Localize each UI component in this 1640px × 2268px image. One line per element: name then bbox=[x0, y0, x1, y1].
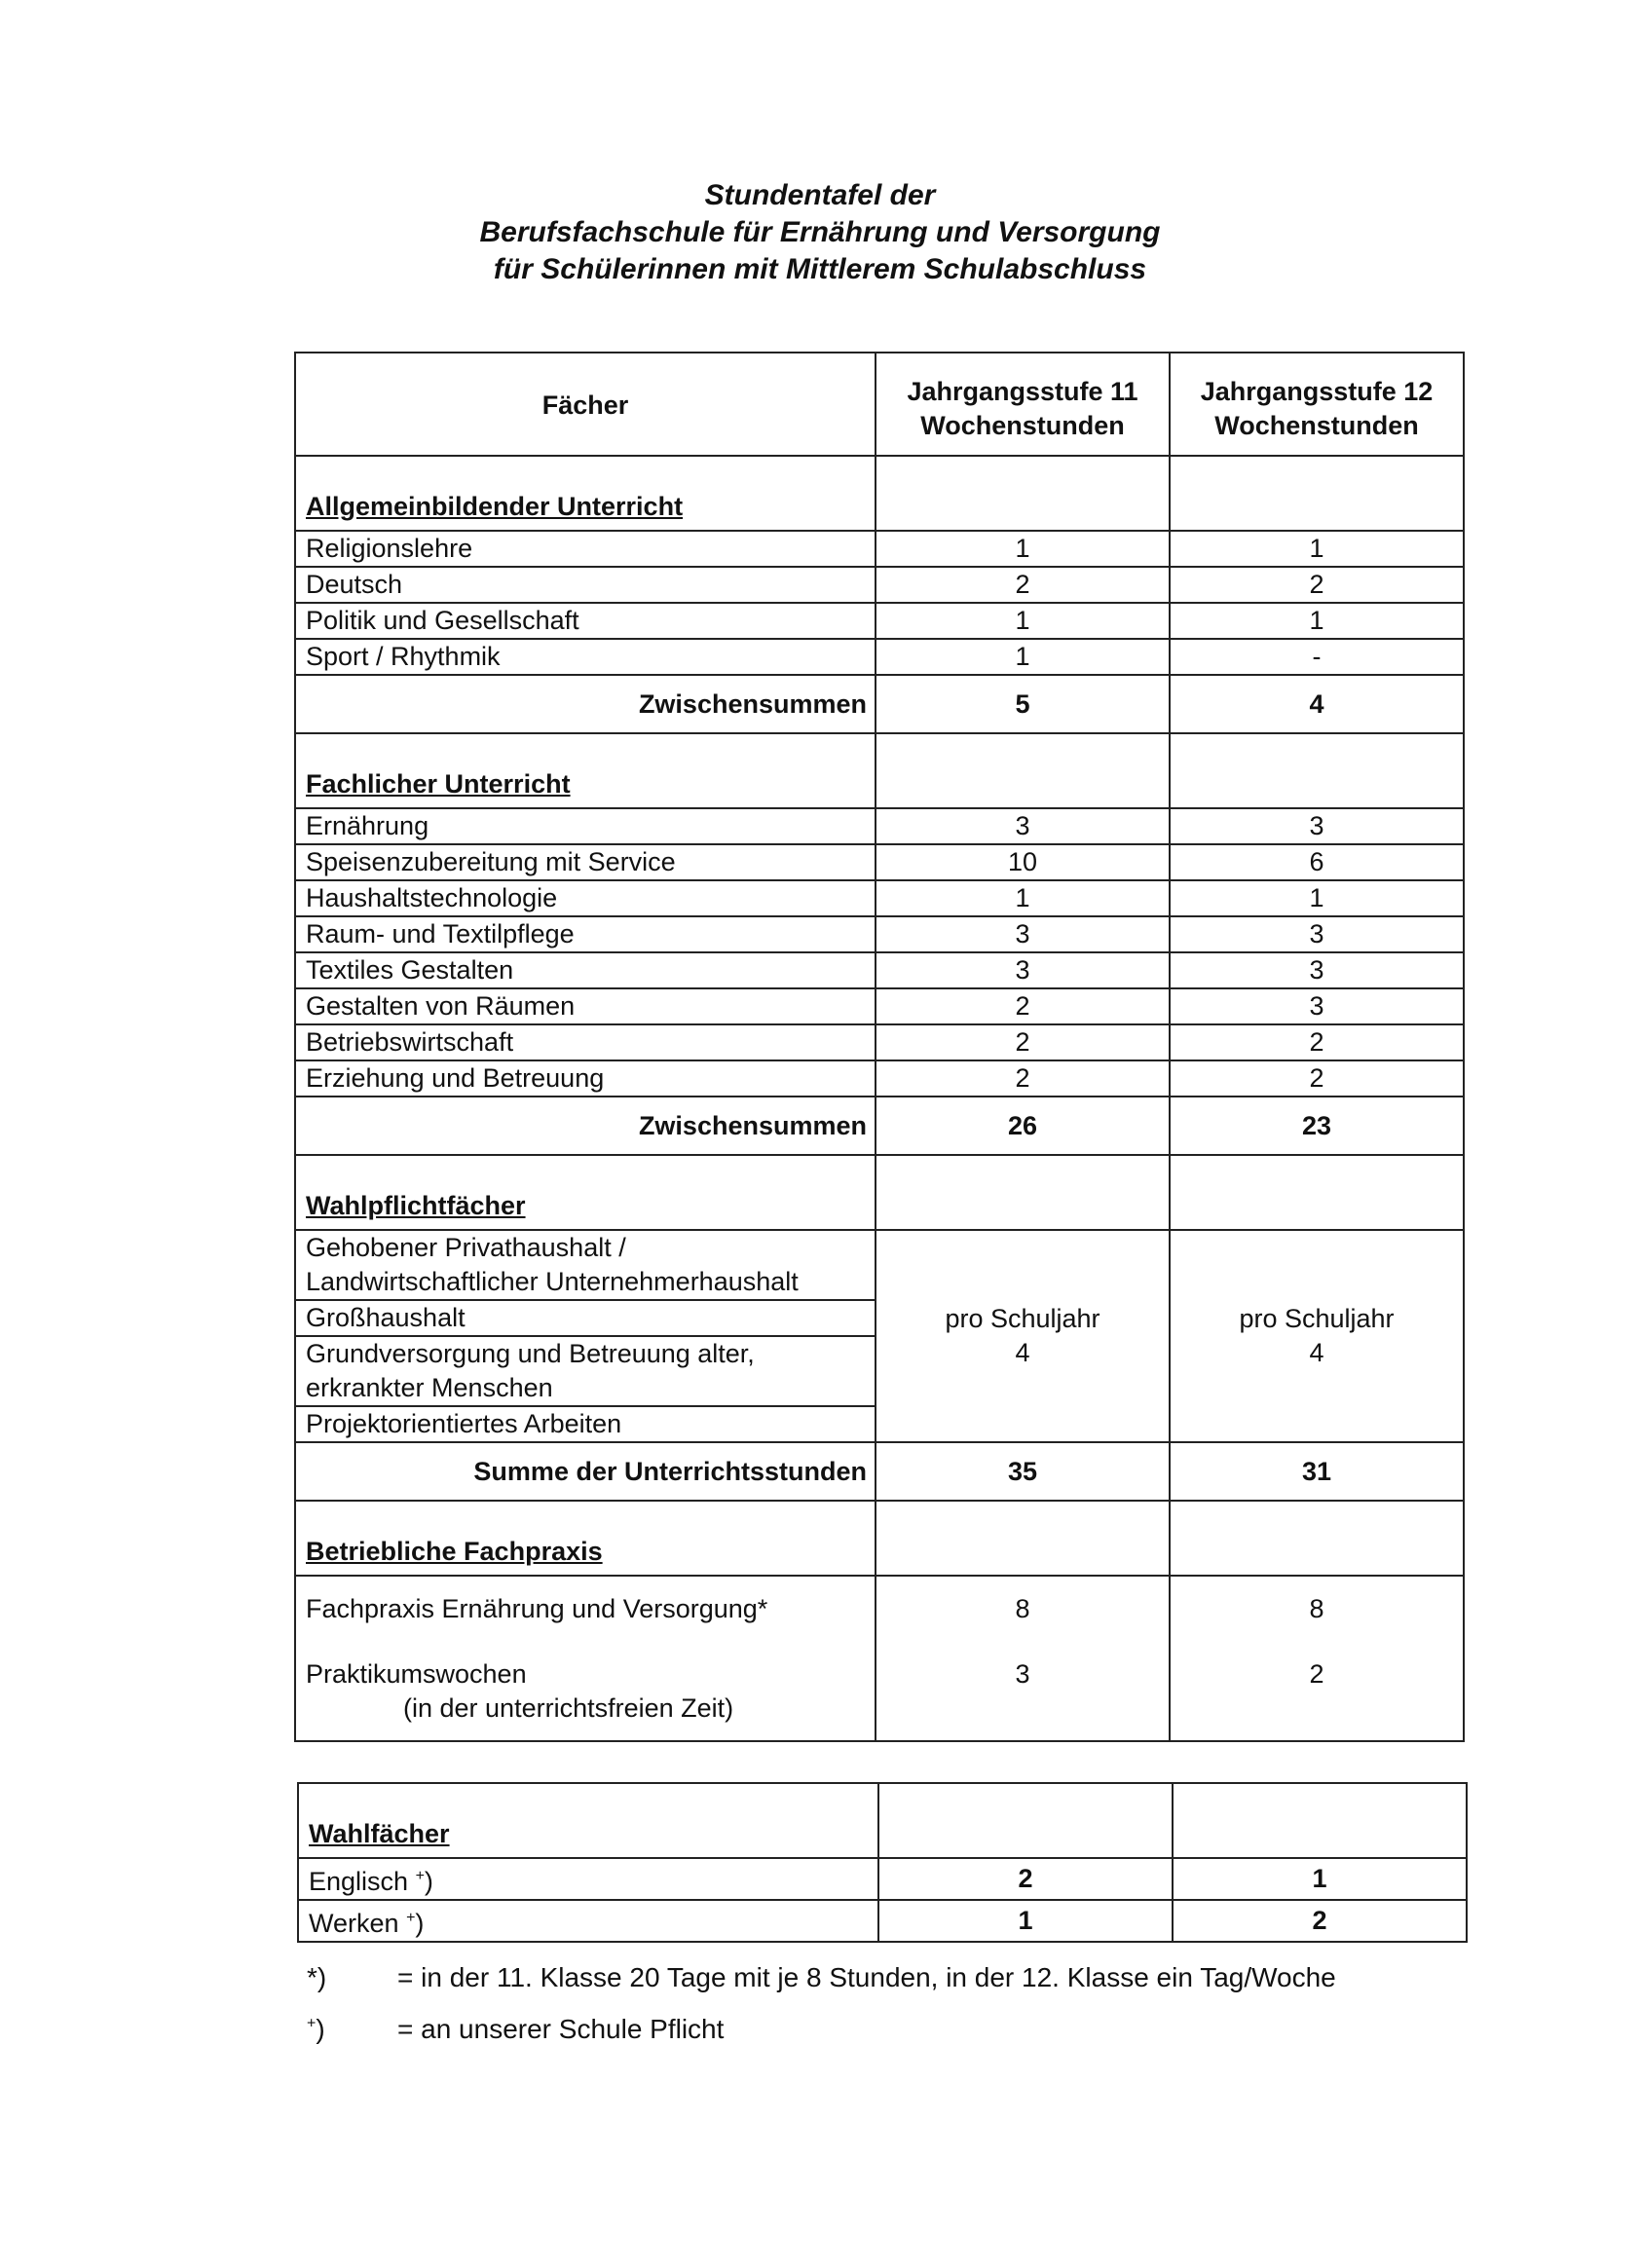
table-row: Großhaushalt bbox=[295, 1300, 1464, 1336]
title-line-3: für Schülerinnen mit Mittlerem Schulabschluss bbox=[493, 253, 1147, 285]
section-row bbox=[298, 1783, 1467, 1858]
header-year-12: Jahrgangsstufe 12 Wochenstunden bbox=[1170, 353, 1464, 456]
table-row: Betriebswirtschaft 2 2 bbox=[295, 1024, 1464, 1060]
section-heading-fachlich: Fachlicher Unterricht bbox=[295, 733, 876, 808]
table-row: Gestalten von Räumen 2 3 bbox=[295, 988, 1464, 1024]
title-line-2: Berufsfachschule für Ernährung und Versorgung bbox=[479, 216, 1161, 248]
table-row: Erziehung und Betreuung 2 2 bbox=[295, 1060, 1464, 1097]
table-row: Werken +) 1 2 bbox=[298, 1900, 1467, 1942]
subtotal-row: Zwischensummen 5 4 bbox=[295, 675, 1464, 733]
table-row: Politik und Gesellschaft 1 1 bbox=[295, 603, 1464, 639]
table-row: Sport / Rhythmik 1 - bbox=[295, 639, 1464, 675]
footnote-2-symbol: +) bbox=[307, 2014, 325, 2044]
table-row: Religionslehre 1 1 bbox=[295, 531, 1464, 567]
table-row: Grundversorgung und Betreuung alter, erkrankter Menschen bbox=[295, 1336, 1464, 1406]
table-row: Fachpraxis Ernährung und Versorgung* Praktikumswochen (in der unterrichtsfreien Zeit) 8 3 8 2 bbox=[295, 1576, 1464, 1741]
section-row bbox=[295, 1501, 1464, 1576]
footnote-1-symbol: *) bbox=[307, 1962, 327, 1992]
footnote-2-text: = an unserer Schule Pflicht bbox=[397, 2014, 725, 2044]
table-row: Textiles Gestalten 3 3 bbox=[295, 952, 1464, 988]
document-title bbox=[0, 177, 1640, 288]
table-row: Deutsch 2 2 bbox=[295, 567, 1464, 603]
timetable-main bbox=[294, 352, 1465, 1742]
timetable-wahlfaecher bbox=[297, 1782, 1468, 1943]
wahlpflicht-year-11: pro Schuljahr 4 bbox=[876, 1230, 1170, 1442]
section-row bbox=[295, 1155, 1464, 1230]
footnote-1-text: = in der 11. Klasse 20 Tage mit je 8 Stunden, in der 12. Klasse ein Tag/Woche bbox=[397, 1962, 1336, 1992]
section-row bbox=[295, 456, 1464, 531]
header-year-11: Jahrgangsstufe 11 Wochenstunden bbox=[876, 353, 1170, 456]
header-subjects: Fächer bbox=[295, 353, 876, 456]
title-line-1: Stundentafel der bbox=[704, 179, 936, 211]
section-row bbox=[295, 733, 1464, 808]
table-row: Projektorientiertes Arbeiten bbox=[295, 1406, 1464, 1442]
table-row: Englisch +) 2 1 bbox=[298, 1858, 1467, 1900]
table-row: Gehobener Privathaushalt / Landwirtschaftlicher Unternehmerhaushalt pro Schuljahr 4 pro Schuljahr 4 bbox=[295, 1230, 1464, 1300]
subtotal-row: Zwischensummen 26 23 bbox=[295, 1097, 1464, 1155]
table-row: Ernährung 3 3 bbox=[295, 808, 1464, 844]
section-heading-wahlfaecher: Wahlfächer bbox=[298, 1783, 878, 1858]
section-heading-allgemein: Allgemeinbildender Unterricht bbox=[295, 456, 876, 531]
section-heading-fachpraxis: Betriebliche Fachpraxis bbox=[295, 1501, 876, 1576]
table-row: Speisenzubereitung mit Service 10 6 bbox=[295, 844, 1464, 880]
wahlpflicht-year-12: pro Schuljahr 4 bbox=[1170, 1230, 1464, 1442]
table-row: Raum- und Textilpflege 3 3 bbox=[295, 916, 1464, 952]
section-heading-wahlpflicht: Wahlpflichtfächer bbox=[295, 1155, 876, 1230]
table-header-row bbox=[295, 353, 1464, 456]
total-row: Summe der Unterrichtsstunden 35 31 bbox=[295, 1442, 1464, 1501]
table-row: Haushaltstechnologie 1 1 bbox=[295, 880, 1464, 916]
